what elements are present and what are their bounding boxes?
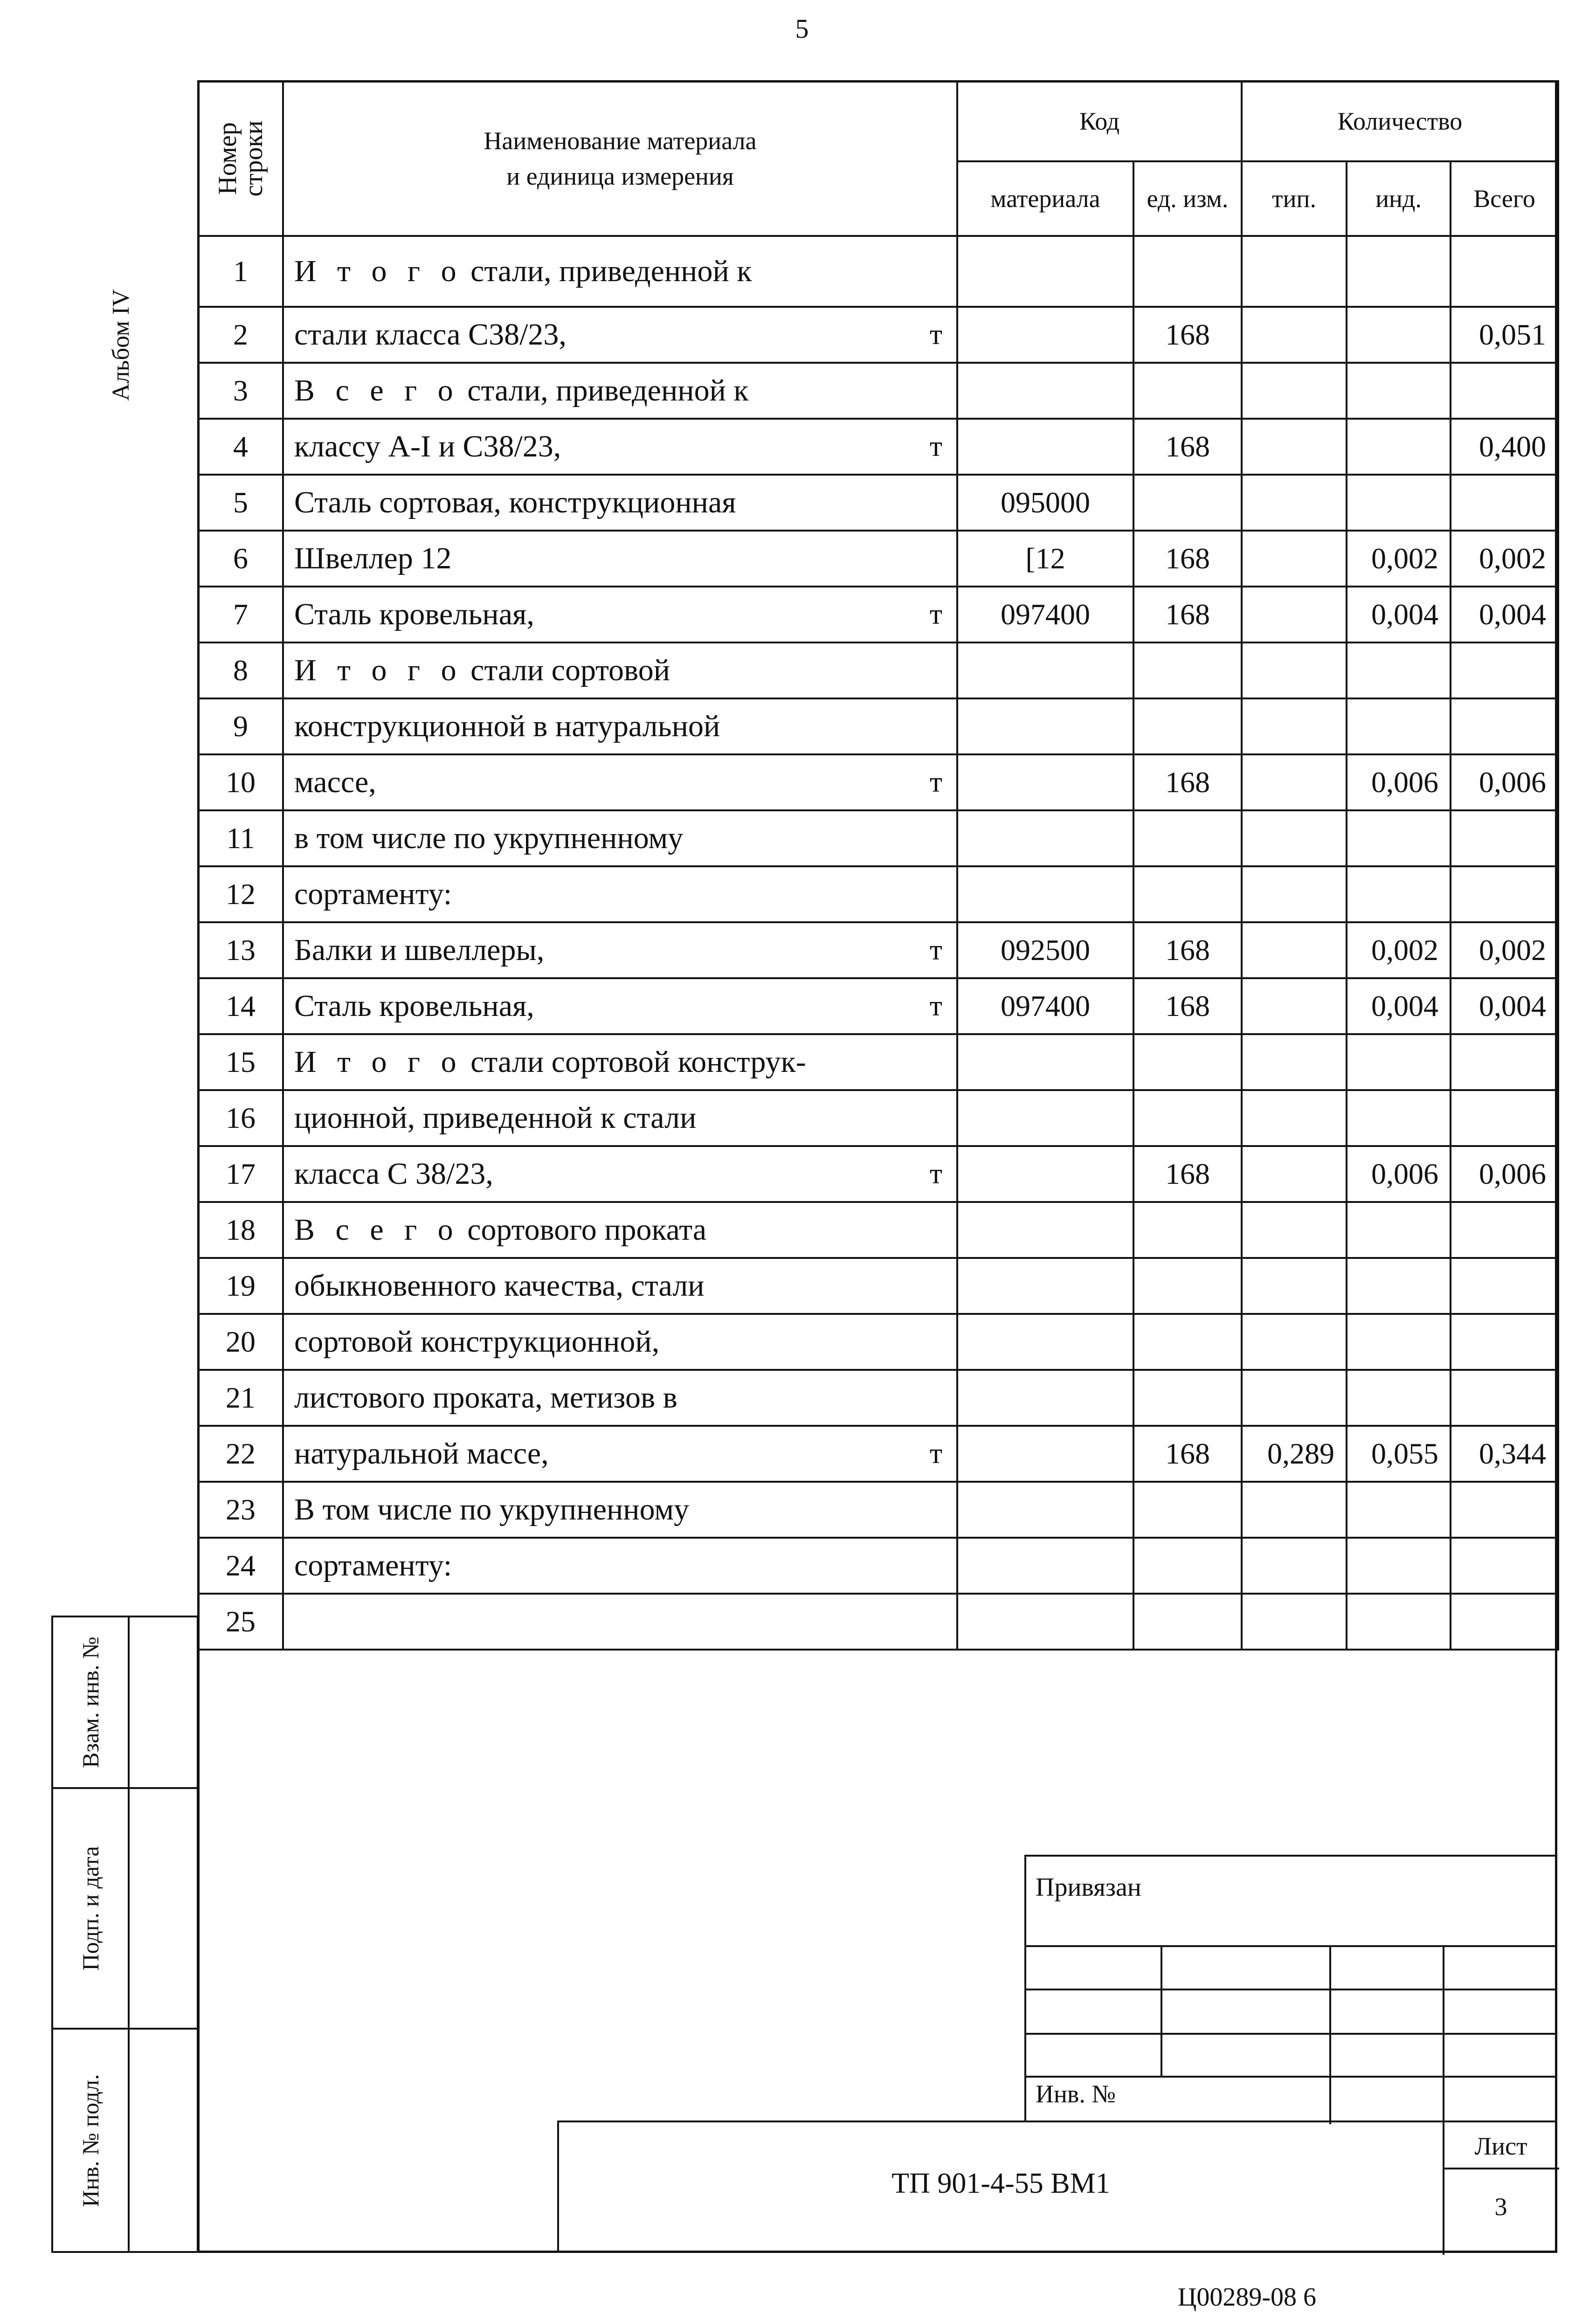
- lead-word: И т о г о: [294, 254, 463, 288]
- stamp-divider: [1443, 1945, 1444, 2124]
- strip-podp-data: [51, 1787, 199, 2030]
- row-number: 20: [198, 1314, 283, 1370]
- podp-data-label: Подп. и дата: [77, 1846, 104, 1971]
- material-name: [283, 978, 957, 1034]
- material-name: [283, 1258, 957, 1314]
- unit-code: [1133, 1538, 1242, 1594]
- qty-total: [1451, 1090, 1558, 1146]
- qty-ind: [1347, 307, 1451, 363]
- qty-total: [1451, 1370, 1558, 1426]
- material-code: [957, 810, 1133, 866]
- material-name: [283, 1426, 957, 1482]
- qty-typ: [1242, 475, 1347, 531]
- material-name: [283, 419, 957, 475]
- qty-typ: [1242, 698, 1347, 754]
- qty-ind: 0,004: [1347, 978, 1451, 1034]
- footer-code: Ц00289-08 6: [1177, 2283, 1316, 2312]
- material-text: сортовой конструкционной,: [294, 1325, 660, 1359]
- qty-total: 0,051: [1451, 307, 1558, 363]
- material-text: конструкционной в натуральной: [294, 709, 720, 743]
- table-body: [198, 236, 1558, 1650]
- qty-typ: [1242, 1258, 1347, 1314]
- row-number: 8: [198, 642, 283, 698]
- qty-total: [1451, 1314, 1558, 1370]
- table-row: [198, 236, 1558, 307]
- unit-code: [1133, 1594, 1242, 1650]
- material-text: стали класса С38/23,: [294, 318, 567, 352]
- material-text: в том числе по укрупненному: [294, 821, 684, 855]
- table-row: [198, 419, 1558, 475]
- unit-code: [1133, 1034, 1242, 1090]
- qty-typ: [1242, 810, 1347, 866]
- material-name: [283, 587, 957, 642]
- material-name: [283, 1146, 957, 1202]
- material-name: [283, 698, 957, 754]
- qty-typ: [1242, 1202, 1347, 1258]
- title-block: [557, 2121, 1557, 2253]
- unit-code: [1133, 1370, 1242, 1426]
- unit-code: 168: [1133, 1146, 1242, 1202]
- material-code: [957, 363, 1133, 419]
- material-text: классу А-I и С38/23,: [294, 429, 561, 463]
- table-row: [198, 307, 1558, 363]
- qty-typ: [1242, 1314, 1347, 1370]
- qty-total: [1451, 1482, 1558, 1538]
- qty-typ: [1242, 531, 1347, 587]
- qty-total: 0,002: [1451, 531, 1558, 587]
- sheet-label: Лист: [1474, 2132, 1527, 2160]
- header-quantity: Количество: [1242, 81, 1558, 161]
- row-number: 4: [198, 419, 283, 475]
- material-code: [957, 1202, 1133, 1258]
- unit-mark: т: [929, 598, 942, 630]
- material-text: стали, приведенной к: [467, 373, 749, 408]
- table-row: [198, 1594, 1558, 1650]
- material-name: [283, 922, 957, 978]
- qty-total: 0,004: [1451, 587, 1558, 642]
- table-row: [198, 1538, 1558, 1594]
- material-name: [283, 810, 957, 866]
- qty-typ: [1242, 1594, 1347, 1650]
- header-material-name: [283, 81, 957, 236]
- unit-code: 168: [1133, 922, 1242, 978]
- material-code: [957, 754, 1133, 810]
- unit-code: 168: [1133, 587, 1242, 642]
- header-total: Всего: [1451, 161, 1558, 236]
- unit-code: 168: [1133, 307, 1242, 363]
- material-code: [957, 698, 1133, 754]
- row-number: 12: [198, 866, 283, 922]
- qty-ind: 0,004: [1347, 587, 1451, 642]
- qty-total: [1451, 1034, 1558, 1090]
- header-name-line2: и единица измерения: [506, 162, 734, 190]
- unit-code: [1133, 1258, 1242, 1314]
- material-code: [957, 1090, 1133, 1146]
- qty-ind: 0,002: [1347, 531, 1451, 587]
- material-name: [283, 236, 957, 307]
- stamp-divider: [1161, 1945, 1162, 2076]
- table-row: [198, 978, 1558, 1034]
- qty-total: [1451, 475, 1558, 531]
- qty-total: 0,004: [1451, 978, 1558, 1034]
- album-label: Альбом IV: [108, 289, 134, 401]
- material-code: [957, 1426, 1133, 1482]
- header-material-code: материала: [957, 161, 1133, 236]
- unit-code: [1133, 1202, 1242, 1258]
- unit-mark: т: [929, 1158, 942, 1190]
- vzam-inv-label: Взам. инв. №: [77, 1637, 104, 1768]
- material-text: ционной, приведенной к стали: [294, 1101, 697, 1135]
- row-number: 5: [198, 475, 283, 531]
- material-text: Швеллер 12: [294, 541, 452, 575]
- qty-ind: [1347, 698, 1451, 754]
- unit-code: 168: [1133, 978, 1242, 1034]
- table-row: [198, 1258, 1558, 1314]
- qty-ind: [1347, 642, 1451, 698]
- table-row: [198, 1034, 1558, 1090]
- qty-ind: [1347, 1258, 1451, 1314]
- qty-typ: 0,289: [1242, 1426, 1347, 1482]
- vzam-inv-field: [128, 1617, 199, 1787]
- material-text: класса С 38/23,: [294, 1157, 493, 1191]
- qty-total: [1451, 1258, 1558, 1314]
- unit-code: [1133, 363, 1242, 419]
- qty-total: [1451, 698, 1558, 754]
- material-name: [283, 363, 957, 419]
- table-row: [198, 475, 1558, 531]
- unit-mark: т: [929, 1437, 942, 1470]
- material-name: [283, 475, 957, 531]
- material-code: [957, 1034, 1133, 1090]
- qty-total: [1451, 1202, 1558, 1258]
- material-code: [12: [957, 531, 1133, 587]
- table-row: [198, 1426, 1558, 1482]
- material-text: стали сортовой конструк-: [470, 1045, 806, 1079]
- row-number: 15: [198, 1034, 283, 1090]
- page-number: 5: [795, 14, 809, 44]
- material-name: [283, 1314, 957, 1370]
- qty-total: 0,400: [1451, 419, 1558, 475]
- qty-ind: [1347, 1202, 1451, 1258]
- row-number: 16: [198, 1090, 283, 1146]
- material-text: Сталь кровельная,: [294, 989, 534, 1023]
- header-ind: инд.: [1347, 161, 1451, 236]
- qty-typ: [1242, 866, 1347, 922]
- material-text: Сталь кровельная,: [294, 597, 534, 631]
- material-text: массе,: [294, 765, 376, 799]
- unit-mark: т: [929, 318, 942, 351]
- qty-ind: [1347, 1090, 1451, 1146]
- qty-typ: [1242, 1146, 1347, 1202]
- material-text: сортового проката: [467, 1213, 707, 1247]
- strip-vzam-inv: [51, 1616, 199, 1789]
- unit-code: [1133, 642, 1242, 698]
- material-code: 092500: [957, 922, 1133, 978]
- inv-no-label: Инв. №: [1036, 2080, 1116, 2108]
- material-name: [283, 1594, 957, 1650]
- material-name: [283, 1202, 957, 1258]
- row-number: 9: [198, 698, 283, 754]
- qty-ind: [1347, 866, 1451, 922]
- material-text: В том числе по укрупненному: [294, 1492, 690, 1527]
- material-text: обыкновенного качества, стали: [294, 1269, 705, 1303]
- material-text: стали сортовой: [470, 653, 670, 687]
- header-unit: ед. изм.: [1133, 161, 1242, 236]
- unit-code: [1133, 1314, 1242, 1370]
- material-text: листового проката, метизов в: [294, 1381, 677, 1415]
- material-name: [283, 1538, 957, 1594]
- material-name: [283, 1034, 957, 1090]
- podp-data-field: [128, 1789, 199, 2028]
- qty-ind: 0,002: [1347, 922, 1451, 978]
- material-name: [283, 531, 957, 587]
- stamp-divider: [1329, 1945, 1331, 2124]
- stamp-divider: [1026, 1945, 1555, 1947]
- row-number: 21: [198, 1370, 283, 1426]
- unit-mark: т: [929, 766, 942, 798]
- qty-ind: [1347, 363, 1451, 419]
- unit-code: [1133, 236, 1242, 307]
- stamp-divider: [1026, 1989, 1555, 1990]
- header-name-line1: Наименование материала: [484, 127, 757, 155]
- row-number: 19: [198, 1258, 283, 1314]
- header-typ: тип.: [1242, 161, 1347, 236]
- qty-typ: [1242, 1370, 1347, 1426]
- material-name: [283, 866, 957, 922]
- qty-typ: [1242, 236, 1347, 307]
- material-text: стали, приведенной к: [470, 254, 752, 288]
- unit-mark: т: [929, 430, 942, 463]
- material-text: сортаменту:: [294, 877, 452, 911]
- material-name: [283, 754, 957, 810]
- row-number: 14: [198, 978, 283, 1034]
- qty-typ: [1242, 922, 1347, 978]
- qty-typ: [1242, 1090, 1347, 1146]
- row-number: 22: [198, 1426, 283, 1482]
- table-row: [198, 1146, 1558, 1202]
- row-number: 2: [198, 307, 283, 363]
- lead-word: В с е г о: [294, 373, 460, 408]
- material-code: 097400: [957, 587, 1133, 642]
- material-name: [283, 307, 957, 363]
- sheet-number: 3: [1494, 2193, 1507, 2221]
- table-row: [198, 1314, 1558, 1370]
- table-row: [198, 1090, 1558, 1146]
- qty-total: 0,006: [1451, 1146, 1558, 1202]
- material-code: [957, 642, 1133, 698]
- material-code: [957, 866, 1133, 922]
- row-number: 7: [198, 587, 283, 642]
- table-row: [198, 754, 1558, 810]
- unit-code: [1133, 1090, 1242, 1146]
- row-number: 23: [198, 1482, 283, 1538]
- qty-typ: [1242, 1482, 1347, 1538]
- inv-podl-label: Инв. № подл.: [77, 2074, 104, 2207]
- row-number: 1: [198, 236, 283, 307]
- qty-total: [1451, 810, 1558, 866]
- qty-typ: [1242, 978, 1347, 1034]
- material-code: [957, 1482, 1133, 1538]
- qty-typ: [1242, 363, 1347, 419]
- strip-inv-podl: [51, 2028, 199, 2253]
- qty-ind: [1347, 1594, 1451, 1650]
- table-row: [198, 531, 1558, 587]
- unit-code: [1133, 698, 1242, 754]
- unit-code: [1133, 475, 1242, 531]
- material-name: [283, 642, 957, 698]
- material-code: 095000: [957, 475, 1133, 531]
- row-number: 17: [198, 1146, 283, 1202]
- material-code: [957, 236, 1133, 307]
- material-text: сортаменту:: [294, 1548, 452, 1582]
- qty-typ: [1242, 1538, 1347, 1594]
- material-code: [957, 1146, 1133, 1202]
- lead-word: И т о г о: [294, 1045, 463, 1079]
- table-row: [198, 642, 1558, 698]
- unit-code: 168: [1133, 531, 1242, 587]
- material-spec-table: [197, 80, 1559, 1651]
- table-row: [198, 866, 1558, 922]
- unit-code: [1133, 1482, 1242, 1538]
- table-row: [198, 1370, 1558, 1426]
- qty-typ: [1242, 754, 1347, 810]
- qty-ind: 0,006: [1347, 754, 1451, 810]
- unit-code: 168: [1133, 754, 1242, 810]
- row-number: 24: [198, 1538, 283, 1594]
- qty-ind: [1347, 1370, 1451, 1426]
- row-number: 3: [198, 363, 283, 419]
- inv-podl-field: [128, 2030, 199, 2251]
- material-code: [957, 1538, 1133, 1594]
- qty-ind: [1347, 419, 1451, 475]
- qty-total: [1451, 236, 1558, 307]
- qty-ind: 0,055: [1347, 1426, 1451, 1482]
- material-code: [957, 1594, 1133, 1650]
- table-row: [198, 1482, 1558, 1538]
- row-number: 11: [198, 810, 283, 866]
- qty-ind: [1347, 1482, 1451, 1538]
- qty-total: 0,002: [1451, 922, 1558, 978]
- qty-total: [1451, 1594, 1558, 1650]
- material-text: натуральной массе,: [294, 1437, 549, 1471]
- row-number: 25: [198, 1594, 283, 1650]
- material-code: [957, 1314, 1133, 1370]
- qty-total: [1451, 642, 1558, 698]
- material-code: [957, 419, 1133, 475]
- material-code: 097400: [957, 978, 1133, 1034]
- material-code: [957, 1258, 1133, 1314]
- qty-ind: [1347, 1538, 1451, 1594]
- table-row: [198, 810, 1558, 866]
- privyazan-label: Привязан: [1036, 1873, 1141, 1902]
- sheet-divider: [1443, 2168, 1559, 2169]
- table-row: [198, 698, 1558, 754]
- material-name: [283, 1370, 957, 1426]
- qty-ind: [1347, 1034, 1451, 1090]
- row-number: 13: [198, 922, 283, 978]
- row-number: 18: [198, 1202, 283, 1258]
- material-text: Сталь сортовая, конструкционная: [294, 485, 736, 519]
- qty-total: [1451, 1538, 1558, 1594]
- unit-code: [1133, 810, 1242, 866]
- lead-word: И т о г о: [294, 653, 463, 687]
- qty-typ: [1242, 419, 1347, 475]
- qty-ind: [1347, 475, 1451, 531]
- qty-typ: [1242, 587, 1347, 642]
- stamp-divider: [1026, 2033, 1555, 2035]
- unit-mark: т: [929, 934, 942, 966]
- qty-total: [1451, 363, 1558, 419]
- row-number: 6: [198, 531, 283, 587]
- qty-typ: [1242, 642, 1347, 698]
- material-name: [283, 1482, 957, 1538]
- qty-typ: [1242, 1034, 1347, 1090]
- lead-word: В с е г о: [294, 1213, 460, 1247]
- unit-code: [1133, 866, 1242, 922]
- header-code: Код: [957, 81, 1242, 161]
- qty-ind: [1347, 236, 1451, 307]
- qty-ind: [1347, 810, 1451, 866]
- material-name: [283, 1090, 957, 1146]
- unit-mark: т: [929, 990, 942, 1022]
- table-row: [198, 1202, 1558, 1258]
- qty-typ: [1242, 307, 1347, 363]
- document-code: ТП 901-4-55 ВМ1: [891, 2168, 1110, 2199]
- table-row: [198, 363, 1558, 419]
- qty-total: 0,344: [1451, 1426, 1558, 1482]
- privyazan-block: [1024, 1855, 1557, 2122]
- qty-ind: 0,006: [1347, 1146, 1451, 1202]
- qty-ind: [1347, 1314, 1451, 1370]
- table-row: [198, 922, 1558, 978]
- material-text: Балки и швеллеры,: [294, 933, 545, 967]
- table-row: [198, 587, 1558, 642]
- stamp-divider: [1026, 2076, 1555, 2078]
- header-row-number: Номер строки: [198, 81, 283, 236]
- material-code: [957, 307, 1133, 363]
- qty-total: [1451, 866, 1558, 922]
- qty-total: 0,006: [1451, 754, 1558, 810]
- unit-code: 168: [1133, 419, 1242, 475]
- row-number: 10: [198, 754, 283, 810]
- material-code: [957, 1370, 1133, 1426]
- unit-code: 168: [1133, 1426, 1242, 1482]
